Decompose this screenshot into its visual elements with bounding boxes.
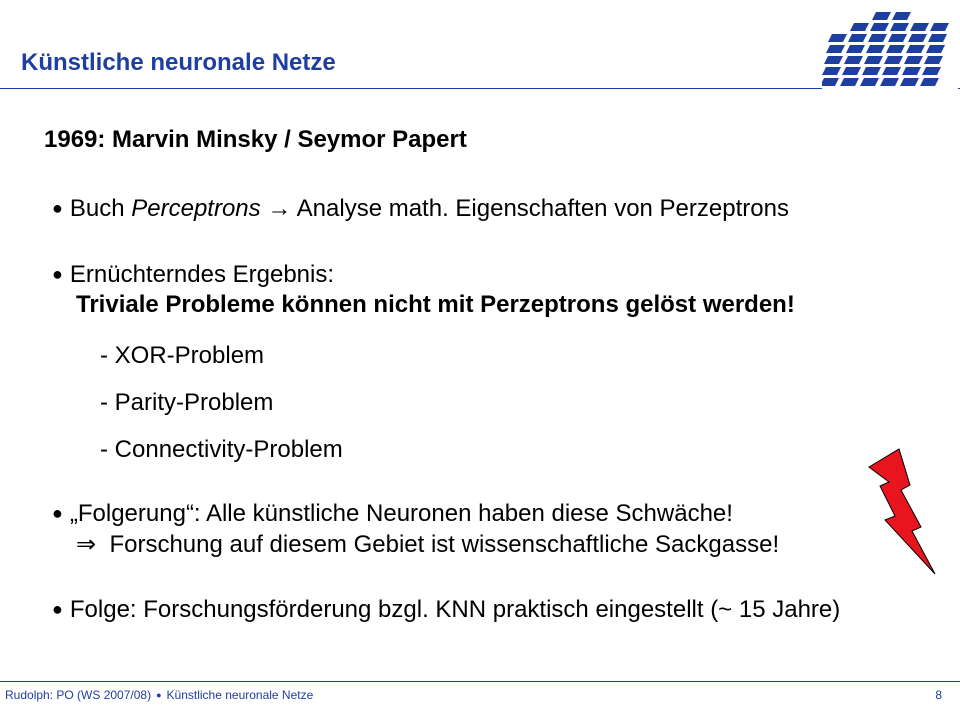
implication-text: Forschung auf diesem Gebiet ist wissenschaftliche Sackgasse! bbox=[109, 531, 780, 558]
lightning-bolt-icon bbox=[866, 447, 938, 577]
bullet-icon: ● bbox=[52, 503, 63, 523]
header-divider bbox=[0, 88, 960, 89]
bullet-conclusion bbox=[52, 500, 733, 528]
bullet-result bbox=[52, 261, 334, 289]
consequence-text: Folge: Forschungsförderung bzgl. KNN praktisch eingestellt (~ 15 Jahre) bbox=[69, 596, 841, 623]
problem-item-connectivity: - Connectivity-Problem bbox=[100, 436, 343, 463]
bullet1-pre: Buch bbox=[69, 195, 132, 222]
bullet-perceptrons-book bbox=[52, 195, 789, 223]
footer-separator-icon: ● bbox=[156, 690, 162, 700]
bullet-icon: ● bbox=[52, 599, 63, 619]
conclusion-text: „Folgerung“: Alle künstliche Neuronen haben diese Schwäche! bbox=[69, 500, 733, 527]
university-logo-icon bbox=[822, 6, 958, 92]
result-heading: Ernüchterndes Ergebnis: bbox=[69, 261, 335, 288]
slide-subtitle: 1969: Marvin Minsky / Seymor Papert bbox=[44, 126, 467, 153]
result-statement: Triviale Probleme können nicht mit Perzeptrons gelöst werden! bbox=[76, 291, 795, 318]
page-number: 8 bbox=[935, 688, 942, 702]
problem-item-parity: - Parity-Problem bbox=[100, 389, 274, 416]
book-title: Perceptrons bbox=[131, 195, 261, 222]
footer-divider bbox=[0, 681, 960, 682]
bullet-icon: ● bbox=[52, 264, 63, 284]
footer-author: Rudolph: PO (WS 2007/08) bbox=[5, 688, 152, 702]
bullet1-post: → Analyse math. Eigenschaften von Perzeptrons bbox=[260, 195, 789, 222]
slide-header-title: Künstliche neuronale Netze bbox=[21, 49, 336, 76]
footer-info bbox=[5, 688, 313, 702]
bullet-consequence bbox=[52, 596, 840, 624]
problem-item-xor: - XOR-Problem bbox=[100, 342, 265, 369]
implies-symbol: ⇒ bbox=[76, 531, 97, 558]
bullet-icon: ● bbox=[52, 198, 63, 218]
conclusion-implication bbox=[76, 530, 779, 559]
footer-topic: Künstliche neuronale Netze bbox=[166, 688, 314, 702]
